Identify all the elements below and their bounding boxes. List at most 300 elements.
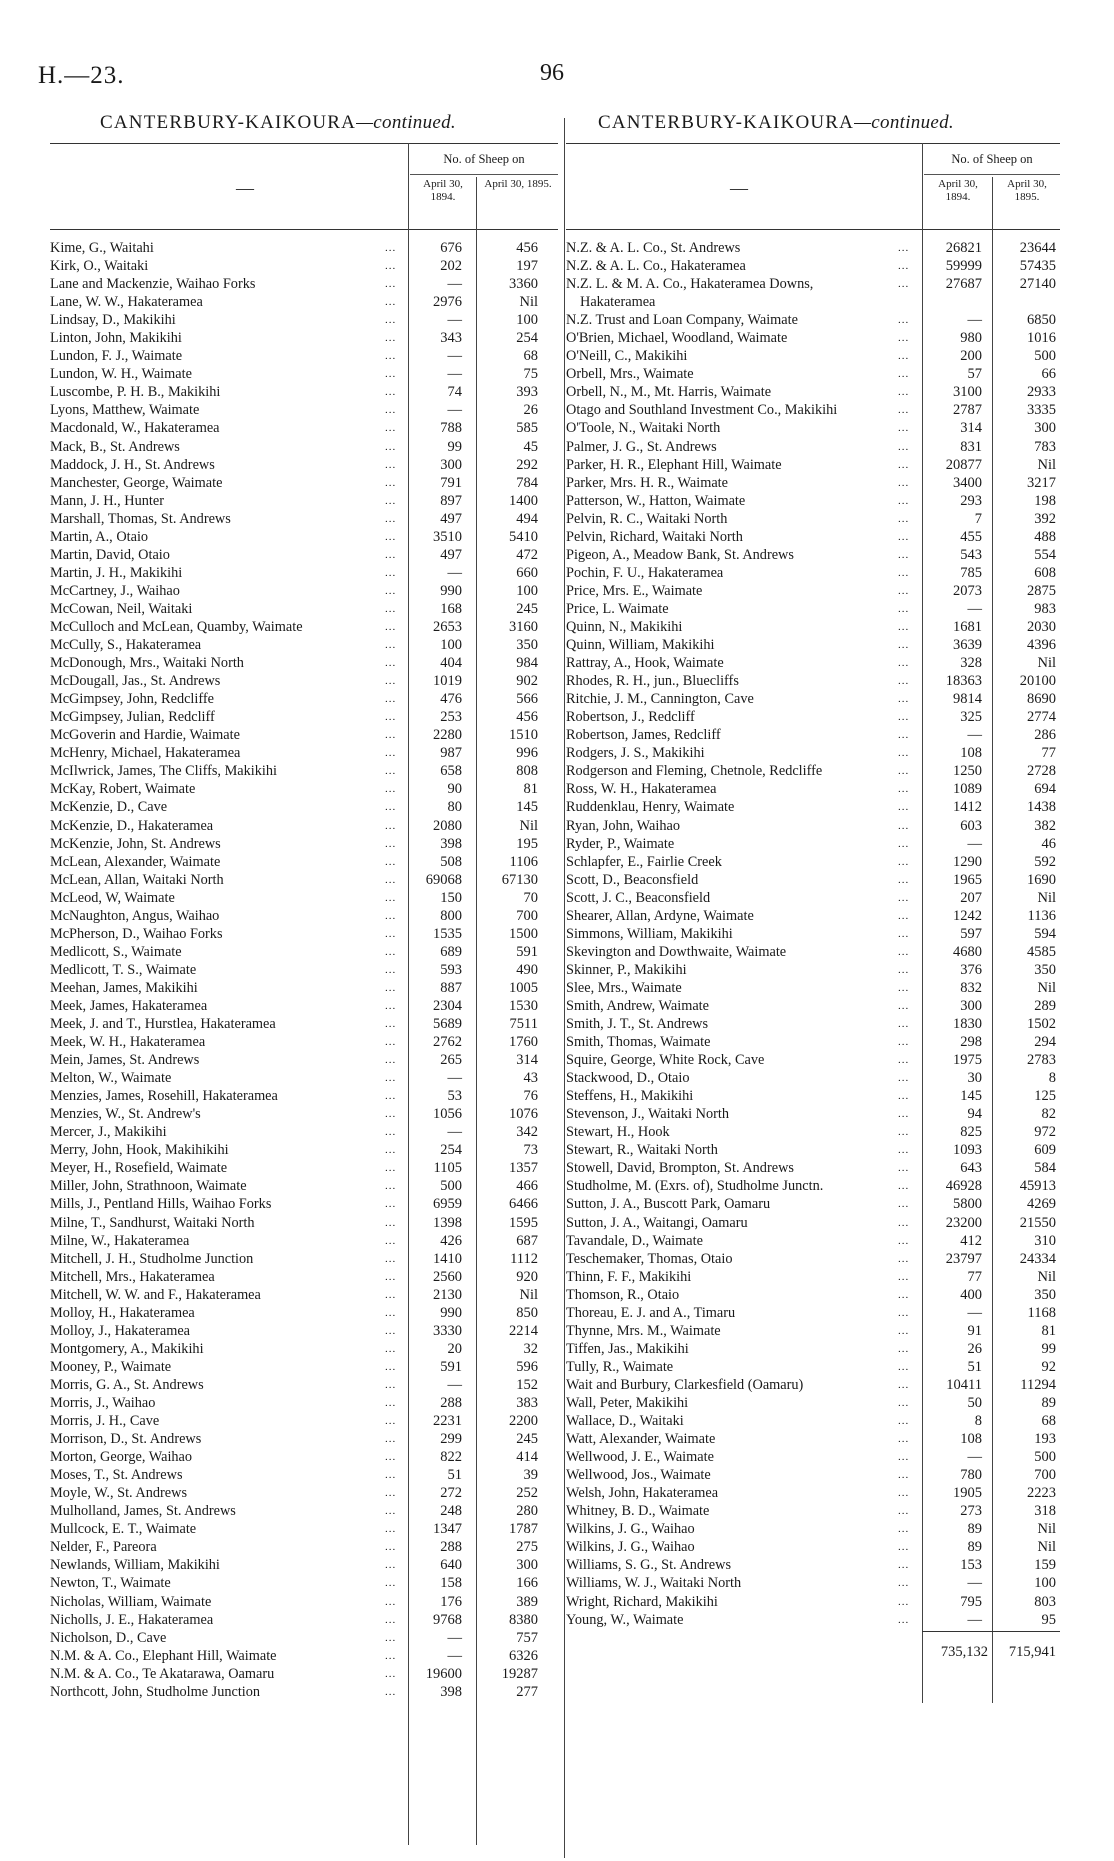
value-1894: 51 [447, 1467, 462, 1484]
leader-dots: ... [898, 566, 910, 579]
table-row [566, 780, 1060, 798]
table-row [50, 1683, 558, 1701]
totals-row [922, 1631, 1060, 1672]
leader-dots: ... [385, 476, 397, 489]
leader-dots: ... [385, 314, 397, 327]
value-1894: 202 [440, 258, 462, 275]
row-name: Medlicott, S., Waimate [50, 943, 182, 960]
value-1894: 90 [447, 781, 462, 798]
value-1895: 292 [516, 456, 538, 473]
leader-dots: ... [898, 657, 910, 670]
leader-dots: ... [898, 783, 910, 796]
value-1894: — [967, 600, 982, 617]
value-1895: 902 [516, 673, 538, 690]
table-row [50, 925, 558, 943]
row-name: Martin, J. H., Makikihi [50, 564, 183, 581]
leader-dots: ... [385, 963, 397, 976]
row-name: Quinn, N., Makikihi [566, 618, 683, 635]
row-name: O'Brien, Michael, Woodland, Waimate [566, 330, 788, 347]
row-name: Meehan, James, Makikihi [50, 979, 198, 996]
row-name: Mack, B., St. Andrews [50, 438, 180, 455]
table-row [566, 1069, 1060, 1087]
table-row [50, 582, 558, 600]
right-table-header [566, 143, 1060, 230]
value-1895: 82 [1041, 1106, 1056, 1123]
table-row [566, 1177, 1060, 1195]
row-name: Morris, J., Waihao [50, 1395, 156, 1411]
value-1895: 19287 [501, 1665, 538, 1682]
leader-dots: ... [385, 1433, 397, 1446]
value-1895: Nil [1037, 1521, 1056, 1538]
leader-dots: ... [898, 1433, 910, 1446]
row-name: Scott, D., Beaconsfield [566, 871, 699, 888]
value-1894: 1830 [953, 1016, 982, 1033]
value-1894: 288 [440, 1539, 462, 1556]
leader-dots: ... [385, 1198, 397, 1211]
value-1895: 920 [516, 1268, 538, 1285]
value-1894: 3639 [953, 637, 982, 654]
leader-dots: ... [385, 909, 397, 922]
table-row [566, 275, 1060, 293]
leader-dots: ... [385, 1577, 397, 1590]
value-1895: 1595 [509, 1214, 538, 1231]
row-name: McKenzie, D., Cave [50, 799, 168, 816]
row-name: Marshall, Thomas, St. Andrews [50, 510, 231, 527]
table-row [50, 293, 558, 311]
leader-dots: ... [385, 693, 397, 706]
value-1895: 39 [523, 1467, 538, 1484]
value-1895: 389 [516, 1593, 538, 1610]
table-row [50, 1087, 558, 1105]
value-1895: 660 [516, 564, 538, 581]
row-name: Mulholland, James, St. Andrews [50, 1503, 236, 1520]
value-1894: 398 [440, 835, 462, 852]
value-1895: 8690 [1027, 691, 1056, 708]
row-name: Hakateramea [580, 294, 656, 311]
value-1894: 2231 [433, 1413, 462, 1430]
leader-dots: ... [898, 278, 910, 291]
left-title-suffix: —continued. [356, 112, 456, 133]
table-row [566, 817, 1060, 835]
leader-dots: ... [898, 350, 910, 363]
leader-dots: ... [385, 350, 397, 363]
table-row [50, 239, 558, 257]
row-name: Nicholls, J. E., Hakateramea [50, 1611, 214, 1628]
value-1894: — [447, 276, 462, 293]
value-1895: 45913 [1019, 1178, 1056, 1195]
row-name: Morrison, D., St. Andrews [50, 1431, 202, 1448]
value-1895: 21550 [1019, 1214, 1056, 1231]
value-1894: — [447, 348, 462, 365]
leader-dots: ... [385, 1360, 397, 1373]
leader-dots: ... [385, 296, 397, 309]
value-1894: 94 [967, 1106, 982, 1123]
row-name: Robertson, J., Redcliff [566, 709, 695, 726]
row-name: Northcott, John, Studholme Junction [50, 1683, 261, 1700]
value-1894: 2080 [433, 817, 462, 834]
table-row [50, 1593, 558, 1611]
table-row [50, 1304, 558, 1322]
table-row [566, 1430, 1060, 1448]
leader-dots: ... [898, 1288, 910, 1301]
value-1894: 497 [440, 510, 462, 527]
table-row [566, 1466, 1060, 1484]
leader-dots: ... [385, 1487, 397, 1500]
row-name: Stewart, H., Hook [566, 1124, 670, 1141]
table-row [50, 600, 558, 618]
leader-dots: ... [898, 855, 910, 868]
value-1894: 2653 [433, 618, 462, 635]
value-1894: — [447, 564, 462, 581]
row-name: Mills, J., Pentland Hills, Waihao Forks [50, 1196, 272, 1213]
table-row [50, 889, 558, 907]
row-name: Mann, J. H., Hunter [50, 492, 164, 509]
table-row [50, 528, 558, 546]
leader-dots: ... [385, 999, 397, 1012]
row-name: Rattray, A., Hook, Waimate [566, 655, 724, 672]
value-1895: 757 [516, 1629, 538, 1646]
value-1895: 46 [1041, 835, 1056, 852]
value-1895: 43 [523, 1070, 538, 1087]
table-row [566, 1448, 1060, 1466]
leader-dots: ... [898, 837, 910, 850]
value-1894: 897 [440, 492, 462, 509]
value-1895: 1076 [509, 1106, 538, 1123]
leader-dots: ... [898, 440, 910, 453]
table-row [50, 1629, 558, 1647]
leader-dots: ... [385, 1270, 397, 1283]
value-1895: 2214 [509, 1322, 538, 1339]
value-1895: 6466 [509, 1196, 538, 1213]
table-row [50, 979, 558, 997]
table-row [566, 1556, 1060, 1574]
value-1894: — [967, 1449, 982, 1466]
row-name: McCulloch and McLean, Quamby, Waimate [50, 618, 303, 635]
row-name: Patterson, W., Hatton, Waimate [566, 492, 746, 509]
table-row [50, 456, 558, 474]
value-1894: 69068 [425, 871, 462, 888]
leader-dots: ... [385, 1451, 397, 1464]
row-name: Manchester, George, Waimate [50, 474, 223, 491]
table-row [50, 1358, 558, 1376]
value-1894: 785 [960, 564, 982, 581]
leader-dots: ... [898, 1559, 910, 1572]
leader-dots: ... [898, 404, 910, 417]
table-row [50, 1051, 558, 1069]
value-1895: 1136 [1027, 907, 1056, 924]
leader-dots: ... [385, 530, 397, 543]
row-name: McLean, Alexander, Waimate [50, 853, 221, 870]
leader-dots: ... [898, 729, 910, 742]
value-1894: 591 [440, 1358, 462, 1375]
value-1895: 1787 [509, 1521, 538, 1538]
leader-dots: ... [898, 1198, 910, 1211]
value-1895: 456 [516, 709, 538, 726]
value-1894: 77 [967, 1268, 982, 1285]
table-row [50, 672, 558, 690]
row-name: Thinn, F. F., Makikihi [566, 1268, 692, 1285]
value-1894: 108 [960, 1431, 982, 1448]
value-1895: 784 [516, 474, 538, 491]
leader-dots: ... [385, 1180, 397, 1193]
value-1894: 19600 [425, 1665, 462, 1682]
value-1894: — [967, 312, 982, 329]
row-name: Lundon, W. H., Waimate [50, 366, 192, 383]
value-1895: 125 [1034, 1088, 1056, 1105]
value-1895: 566 [516, 691, 538, 708]
row-name: Wellwood, J. E., Waimate [566, 1449, 714, 1466]
leader-dots: ... [385, 981, 397, 994]
total-1895: 715,941 [1008, 1644, 1056, 1660]
value-1895: 592 [1034, 853, 1056, 870]
leader-dots: ... [898, 1090, 910, 1103]
row-name: Kime, G., Waitahi [50, 240, 154, 256]
value-1894: 658 [440, 763, 462, 780]
table-row [50, 257, 558, 275]
table-row [566, 1304, 1060, 1322]
value-1895: 280 [516, 1503, 538, 1520]
row-name: Ryan, John, Waihao [566, 817, 680, 834]
leader-dots: ... [385, 404, 397, 417]
row-name: Miller, John, Strathnoon, Waimate [50, 1178, 247, 1195]
value-1894: — [447, 402, 462, 419]
value-1894: 795 [960, 1593, 982, 1610]
value-1895: Nil [1037, 889, 1056, 906]
row-name: McCully, S., Hakateramea [50, 637, 202, 654]
row-name: McGoverin and Hardie, Waimate [50, 727, 240, 744]
leader-dots: ... [898, 747, 910, 760]
table-row [566, 401, 1060, 419]
value-1894: 53 [447, 1088, 462, 1105]
leader-dots: ... [898, 1252, 910, 1265]
table-row [566, 1286, 1060, 1304]
row-name: Whitney, B. D., Waimate [566, 1503, 710, 1520]
value-1895: 983 [1034, 600, 1056, 617]
row-name: Wellwood, Jos., Waimate [566, 1467, 711, 1484]
leader-dots: ... [385, 1324, 397, 1337]
value-1895: 100 [516, 582, 538, 599]
row-name: Price, Mrs. E., Waimate [566, 582, 703, 599]
leader-dots: ... [385, 711, 397, 724]
value-1894: 643 [960, 1160, 982, 1177]
row-name: Moses, T., St. Andrews [50, 1467, 183, 1484]
value-1894: — [447, 1376, 462, 1393]
leader-dots: ... [385, 729, 397, 742]
leader-dots: ... [385, 1613, 397, 1626]
value-1895: 609 [1034, 1142, 1056, 1159]
value-1894: 293 [960, 492, 982, 509]
right-rows [566, 239, 1060, 1629]
value-1894: 1975 [953, 1052, 982, 1069]
leader-dots: ... [385, 891, 397, 904]
value-1894: 325 [960, 709, 982, 726]
table-row [566, 1484, 1060, 1502]
table-row [50, 780, 558, 798]
row-name: Montgomery, A., Makikihi [50, 1340, 204, 1357]
leader-dots: ... [898, 1342, 910, 1355]
leader-dots: ... [385, 657, 397, 670]
row-name: Parker, H. R., Elephant Hill, Waimate [566, 456, 782, 473]
value-1894: 476 [440, 691, 462, 708]
row-name: Skevington and Dowthwaite, Waimate [566, 943, 787, 960]
leader-dots: ... [385, 458, 397, 471]
leader-dots: ... [385, 1649, 397, 1662]
value-1895: 289 [1034, 997, 1056, 1014]
row-name: McLeod, W, Waimate [50, 889, 175, 906]
value-1894: 265 [440, 1052, 462, 1069]
table-row [50, 762, 558, 780]
leader-dots: ... [385, 1559, 397, 1572]
table-row [50, 419, 558, 437]
leader-dots: ... [898, 1613, 910, 1626]
row-name: Wait and Burbury, Clarkesfield (Oamaru) [566, 1376, 804, 1393]
table-row [50, 636, 558, 654]
row-name: Merry, John, Hook, Makihikihi [50, 1142, 229, 1159]
value-1895: 3360 [509, 276, 538, 293]
value-1894: — [447, 1124, 462, 1141]
row-name: Rodgers, J. S., Makikihi [566, 745, 705, 762]
row-name: Mitchell, J. H., Studholme Junction [50, 1250, 254, 1267]
leader-dots: ... [385, 260, 397, 273]
value-1895: 6326 [509, 1647, 538, 1664]
leader-dots: ... [385, 1415, 397, 1428]
leader-dots: ... [898, 1306, 910, 1319]
row-name: Palmer, J. G., St. Andrews [566, 438, 717, 455]
value-1895: 383 [516, 1395, 538, 1411]
row-name: Studholme, M. (Exrs. of), Studholme Junctn. [566, 1178, 824, 1195]
value-1894: 254 [440, 1142, 462, 1159]
table-row [50, 1195, 558, 1213]
value-1895: 159 [1034, 1557, 1056, 1574]
table-row [50, 853, 558, 871]
leader-dots: ... [385, 837, 397, 850]
value-1895: 277 [516, 1683, 538, 1700]
table-row [566, 1015, 1060, 1033]
row-name: Newton, T., Waimate [50, 1575, 171, 1592]
total-1894: 735,132 [940, 1644, 988, 1660]
row-name: Milne, T., Sandhurst, Waitaki North [50, 1214, 255, 1231]
row-name: Thomson, R., Otaio [566, 1286, 680, 1303]
value-1894: 1965 [953, 871, 982, 888]
leader-dots: ... [898, 602, 910, 615]
value-1894: 6959 [433, 1196, 462, 1213]
table-row [50, 835, 558, 853]
table-row [566, 510, 1060, 528]
value-1894: 248 [440, 1503, 462, 1520]
leader-dots: ... [385, 1054, 397, 1067]
leader-dots: ... [898, 675, 910, 688]
leader-dots: ... [385, 945, 397, 958]
leader-dots: ... [385, 1036, 397, 1049]
table-row [566, 961, 1060, 979]
value-1894: 26821 [945, 240, 982, 256]
value-1894: 46928 [945, 1178, 982, 1195]
value-1895: 494 [516, 510, 538, 527]
table-row [50, 907, 558, 925]
row-name: McKenzie, D., Hakateramea [50, 817, 214, 834]
value-1894: 1410 [433, 1250, 462, 1267]
leader-dots: ... [385, 1234, 397, 1247]
table-row [50, 618, 558, 636]
value-1894: 145 [960, 1088, 982, 1105]
value-1895: 310 [1034, 1232, 1056, 1249]
value-1895: 4585 [1027, 943, 1056, 960]
leader-dots: ... [898, 422, 910, 435]
row-name: O'Toole, N., Waitaki North [566, 420, 721, 437]
leader-dots: ... [385, 278, 397, 291]
leader-dots: ... [898, 765, 910, 778]
row-name: Mitchell, W. W. and F., Hakateramea [50, 1286, 261, 1303]
value-1894: 30 [967, 1070, 982, 1087]
row-name: Wilkins, J. G., Waihao [566, 1521, 695, 1538]
row-name: Ryder, P., Waimate [566, 835, 675, 852]
page-number: 96 [540, 60, 564, 86]
leader-dots: ... [898, 639, 910, 652]
table-row [50, 546, 558, 564]
value-1894: 1242 [953, 907, 982, 924]
table-row [566, 636, 1060, 654]
value-1894: 543 [960, 546, 982, 563]
value-1895: 68 [1041, 1413, 1056, 1430]
leader-dots: ... [385, 1505, 397, 1518]
value-1894: 593 [440, 961, 462, 978]
table-row [50, 383, 558, 401]
value-1895: 393 [516, 384, 538, 401]
value-1895: 95 [1041, 1611, 1056, 1628]
table-row [50, 347, 558, 365]
row-name: Lane, W. W., Hakateramea [50, 294, 203, 311]
table-row [566, 1214, 1060, 1232]
value-1895: 70 [523, 889, 538, 906]
leader-dots: ... [898, 1216, 910, 1229]
value-1894: 3100 [953, 384, 982, 401]
table-row [50, 1647, 558, 1665]
leader-dots: ... [385, 1397, 397, 1409]
right-header-col1: April 30, 1894. [938, 178, 978, 203]
leader-dots: ... [898, 909, 910, 922]
value-1894: 2787 [953, 402, 982, 419]
row-name: Nicholson, D., Cave [50, 1629, 167, 1646]
leader-dots: ... [898, 1541, 910, 1554]
leader-dots: ... [385, 1144, 397, 1157]
leader-dots: ... [385, 1631, 397, 1644]
table-row [566, 690, 1060, 708]
row-name: Parker, Mrs. H. R., Waimate [566, 474, 728, 491]
value-1895: 294 [1034, 1034, 1056, 1051]
value-1894: 825 [960, 1124, 982, 1141]
value-1894: 676 [440, 240, 462, 256]
value-1894: 207 [960, 889, 982, 906]
value-1894: 89 [967, 1521, 982, 1538]
value-1894: 5689 [433, 1016, 462, 1033]
table-row [566, 762, 1060, 780]
table-row [566, 1250, 1060, 1268]
value-1894: — [967, 835, 982, 852]
value-1894: 400 [960, 1286, 982, 1303]
leader-dots: ... [898, 1451, 910, 1464]
row-name: McGimpsey, Julian, Redcliff [50, 709, 215, 726]
table-row [566, 365, 1060, 383]
table-row [566, 979, 1060, 997]
leader-dots: ... [898, 1036, 910, 1049]
table-row [50, 1466, 558, 1484]
leader-dots: ... [385, 332, 397, 345]
table-row [566, 1033, 1060, 1051]
row-name: N.Z. Trust and Loan Company, Waimate [566, 312, 798, 329]
table-row [50, 1177, 558, 1195]
value-1894: 508 [440, 853, 462, 870]
leader-dots: ... [385, 1342, 397, 1355]
